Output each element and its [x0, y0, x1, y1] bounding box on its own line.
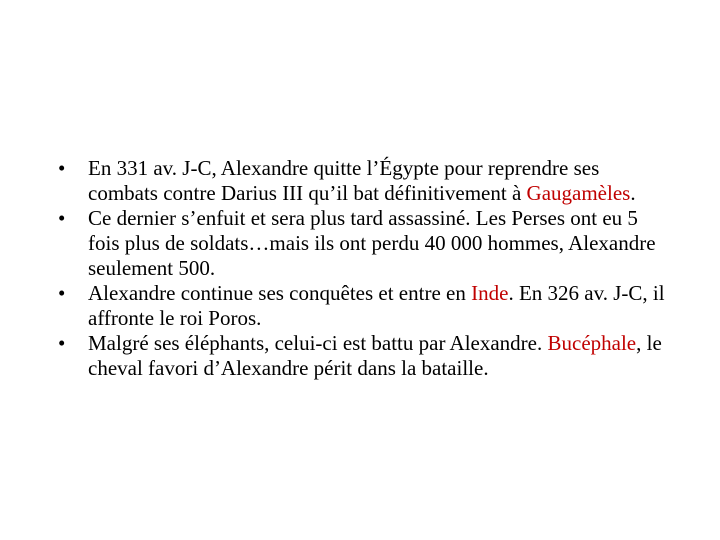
- bullet-2-text: Ce dernier s’enfuit et sera plus tard assassiné. Les Perses ont eu 5 fois plus de soldats…mais ils ont perdu 40 000 hommes, Alexandre seulement 500.: [88, 206, 656, 280]
- bullet-icon: •: [58, 281, 66, 305]
- bullet-3-highlight: Inde: [471, 281, 509, 305]
- bullet-4-text-line1: Malgré ses éléphants, celui-ci est battu par Alexandre.: [88, 331, 548, 355]
- bullet-icon: •: [58, 331, 66, 355]
- bullet-3-text-before: Alexandre continue ses conquêtes et entre en: [88, 281, 472, 305]
- bullet-1-text-after: .: [630, 181, 636, 205]
- bullet-4-highlight: Bucéphale: [547, 331, 637, 355]
- bullet-item-1: [54, 156, 666, 206]
- bullet-3-text-after: . En 326 av. J-C, il affronte le roi Poros.: [88, 281, 665, 330]
- bullet-item-4: [54, 331, 666, 381]
- bullet-item-3: [54, 281, 666, 331]
- bullet-4-text-after: , le cheval favori d’Alexandre périt dans la bataille.: [88, 331, 662, 380]
- bullet-list: [54, 156, 666, 381]
- bullet-1-highlight: Gaugamèles: [526, 181, 631, 205]
- bullet-item-2: [54, 206, 666, 281]
- bullet-icon: •: [58, 206, 66, 230]
- bullet-icon: •: [58, 156, 66, 180]
- bullet-1-text-before: En 331 av. J-C, Alexandre quitte l’Égypte pour reprendre ses combats contre Darius III qu’il bat définitivement à: [88, 156, 600, 205]
